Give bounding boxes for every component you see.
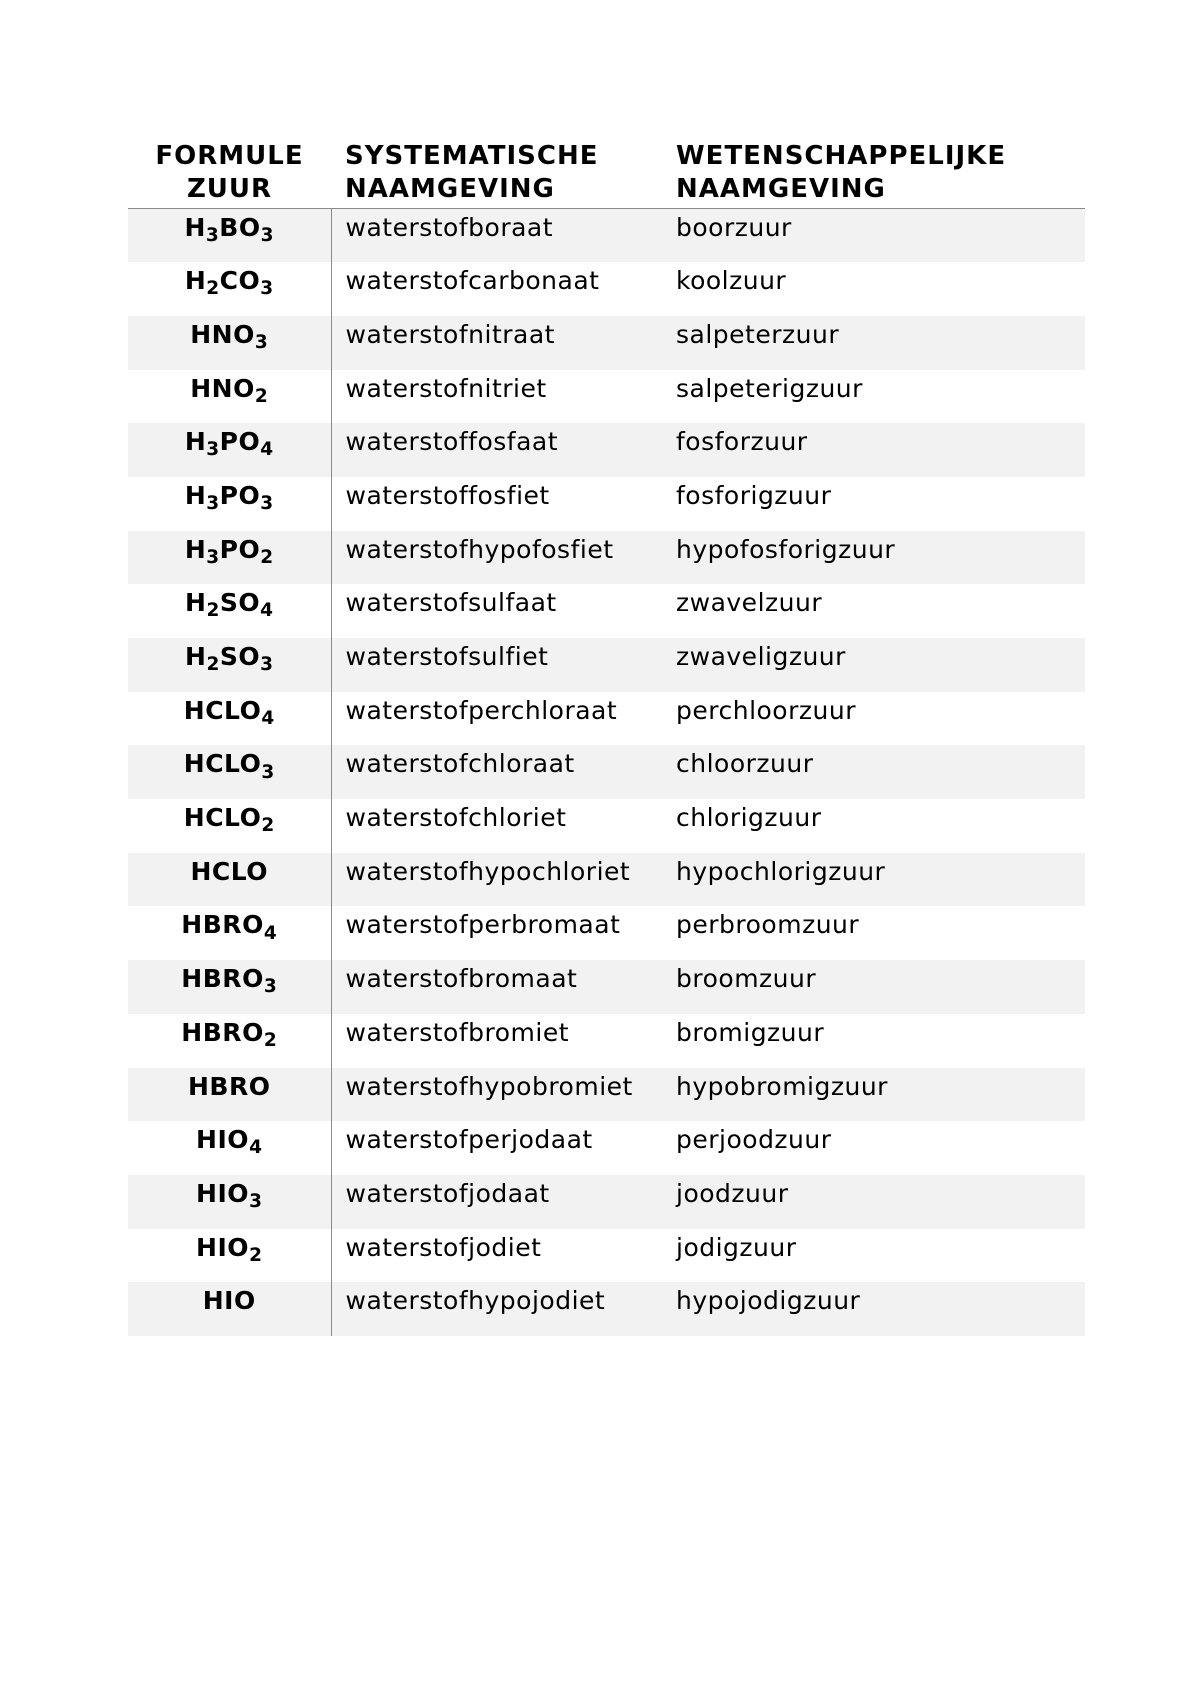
table-header: [128, 140, 1085, 209]
table-body: [128, 209, 1085, 1336]
header-scientific: [676, 140, 1085, 209]
formula-cell: HBRO: [128, 1068, 331, 1122]
systematic-name-cell: waterstofperchloraat: [345, 695, 618, 725]
formula-cell: $H_2SO_3$: [128, 638, 331, 692]
scientific-name-cell: boorzuur: [676, 213, 792, 242]
header-formula-line1: FORMULE: [155, 141, 304, 171]
table-row: [128, 423, 1085, 477]
formula-cell: $HIO_4$: [128, 1121, 331, 1175]
table-row: [128, 262, 1085, 316]
scientific-name-cell: broomzuur: [676, 964, 817, 994]
formula-cell: $HCLO_2$: [128, 799, 331, 853]
table-row: [128, 692, 1085, 746]
table-row: [128, 799, 1085, 853]
table-row: [128, 1121, 1085, 1175]
header-scientific-line1: WETENSCHAPPELIJKE: [676, 141, 1007, 171]
formula-cell: $HIO_3$: [128, 1175, 331, 1229]
systematic-name-cell: waterstofbromiet: [345, 1017, 570, 1047]
formula-cell: HIO: [128, 1282, 331, 1336]
scientific-name-cell: chloorzuur: [676, 749, 814, 779]
scientific-name-cell: perjoodzuur: [676, 1125, 832, 1155]
scientific-name-cell: hypojodigzuur: [676, 1286, 861, 1316]
scientific-name-cell: perbroomzuur: [676, 910, 860, 940]
scientific-name-cell: jodigzuur: [676, 1232, 797, 1262]
formula-cell: $HCLO_3$: [128, 745, 331, 799]
systematic-name-cell: waterstofjodiet: [345, 1232, 542, 1262]
table-row: [128, 209, 1085, 263]
acids-table: [128, 140, 1085, 1336]
table-row: [128, 1068, 1085, 1122]
formula-cell: $HIO_2$: [128, 1229, 331, 1283]
table-row: [128, 853, 1085, 907]
formula-cell: $H_3PO_4$: [128, 423, 331, 477]
scientific-name-cell: zwaveligzuur: [676, 642, 846, 671]
formula-cell: $H_3PO_3$: [128, 477, 331, 531]
formula-cell: $H_2SO_4$: [128, 584, 331, 638]
table-row: [128, 370, 1085, 424]
scientific-name-cell: hypobromigzuur: [676, 1071, 888, 1101]
systematic-name-cell: waterstofnitriet: [345, 373, 547, 403]
scientific-name-cell: fosforzuur: [676, 427, 808, 457]
scientific-name-cell: hypochlorigzuur: [676, 856, 886, 886]
scientific-name-cell: salpeterigzuur: [676, 373, 863, 403]
systematic-name-cell: waterstofbromaat: [345, 964, 578, 994]
formula-cell: $H_2CO_3$: [128, 262, 331, 316]
scientific-name-cell: joodzuur: [676, 1178, 789, 1208]
formula-cell: $HNO_2$: [128, 370, 331, 424]
header-systematic-line2: NAAMGEVING: [345, 174, 555, 204]
table-row: [128, 584, 1085, 638]
formula-cell: HCLO: [128, 853, 331, 907]
systematic-name-cell: waterstofboraat: [345, 213, 554, 242]
formula-cell: $H_3BO_3$: [128, 209, 331, 263]
scientific-name-cell: fosforigzuur: [676, 480, 832, 510]
systematic-name-cell: waterstofhypofosfiet: [345, 534, 614, 564]
table-row: [128, 1175, 1085, 1229]
systematic-name-cell: waterstofchloriet: [345, 803, 567, 833]
systematic-name-cell: waterstoffosfiet: [345, 480, 550, 510]
scientific-name-cell: perchloorzuur: [676, 695, 856, 725]
table-row: [128, 906, 1085, 960]
formula-cell: $HBRO_2$: [128, 1014, 331, 1068]
systematic-name-cell: waterstofhypojodiet: [345, 1286, 606, 1316]
table-row: [128, 316, 1085, 370]
header-systematic-line1: SYSTEMATISCHE: [345, 141, 599, 171]
header-systematic: [331, 140, 676, 209]
table-row: [128, 477, 1085, 531]
systematic-name-cell: waterstofsulfaat: [345, 588, 557, 618]
scientific-name-cell: hypofosforigzuur: [676, 534, 896, 564]
table-row: [128, 531, 1085, 585]
scientific-name-cell: koolzuur: [676, 266, 787, 296]
formula-cell: $HBRO_3$: [128, 960, 331, 1014]
systematic-name-cell: waterstofhypobromiet: [345, 1071, 633, 1101]
header-scientific-line2: NAAMGEVING: [676, 174, 886, 204]
table-row: [128, 745, 1085, 799]
systematic-name-cell: waterstofchloraat: [345, 749, 575, 779]
systematic-name-cell: waterstofjodaat: [345, 1178, 550, 1208]
scientific-name-cell: chlorigzuur: [676, 803, 822, 833]
systematic-name-cell: waterstofnitraat: [345, 319, 555, 349]
scientific-name-cell: salpeterzuur: [676, 319, 840, 349]
systematic-name-cell: waterstofsulfiet: [345, 642, 549, 671]
formula-cell: $HCLO_4$: [128, 692, 331, 746]
header-row: [128, 140, 1085, 209]
formula-cell: $H_3PO_2$: [128, 531, 331, 585]
header-formula: [128, 140, 331, 209]
systematic-name-cell: waterstofhypochloriet: [345, 856, 631, 886]
scientific-name-cell: bromigzuur: [676, 1017, 825, 1047]
systematic-name-cell: waterstoffosfaat: [345, 427, 559, 457]
table-row: [128, 1229, 1085, 1283]
formula-cell: $HBRO_4$: [128, 906, 331, 960]
table-row: [128, 1282, 1085, 1336]
header-formula-line2: ZUUR: [186, 174, 273, 204]
table-row: [128, 960, 1085, 1014]
table-row: [128, 638, 1085, 692]
scientific-name-cell: zwavelzuur: [676, 588, 823, 618]
systematic-name-cell: waterstofperbromaat: [345, 910, 621, 940]
formula-cell: $HNO_3$: [128, 316, 331, 370]
systematic-name-cell: waterstofperjodaat: [345, 1125, 593, 1155]
systematic-name-cell: waterstofcarbonaat: [345, 266, 600, 296]
table-row: [128, 1014, 1085, 1068]
